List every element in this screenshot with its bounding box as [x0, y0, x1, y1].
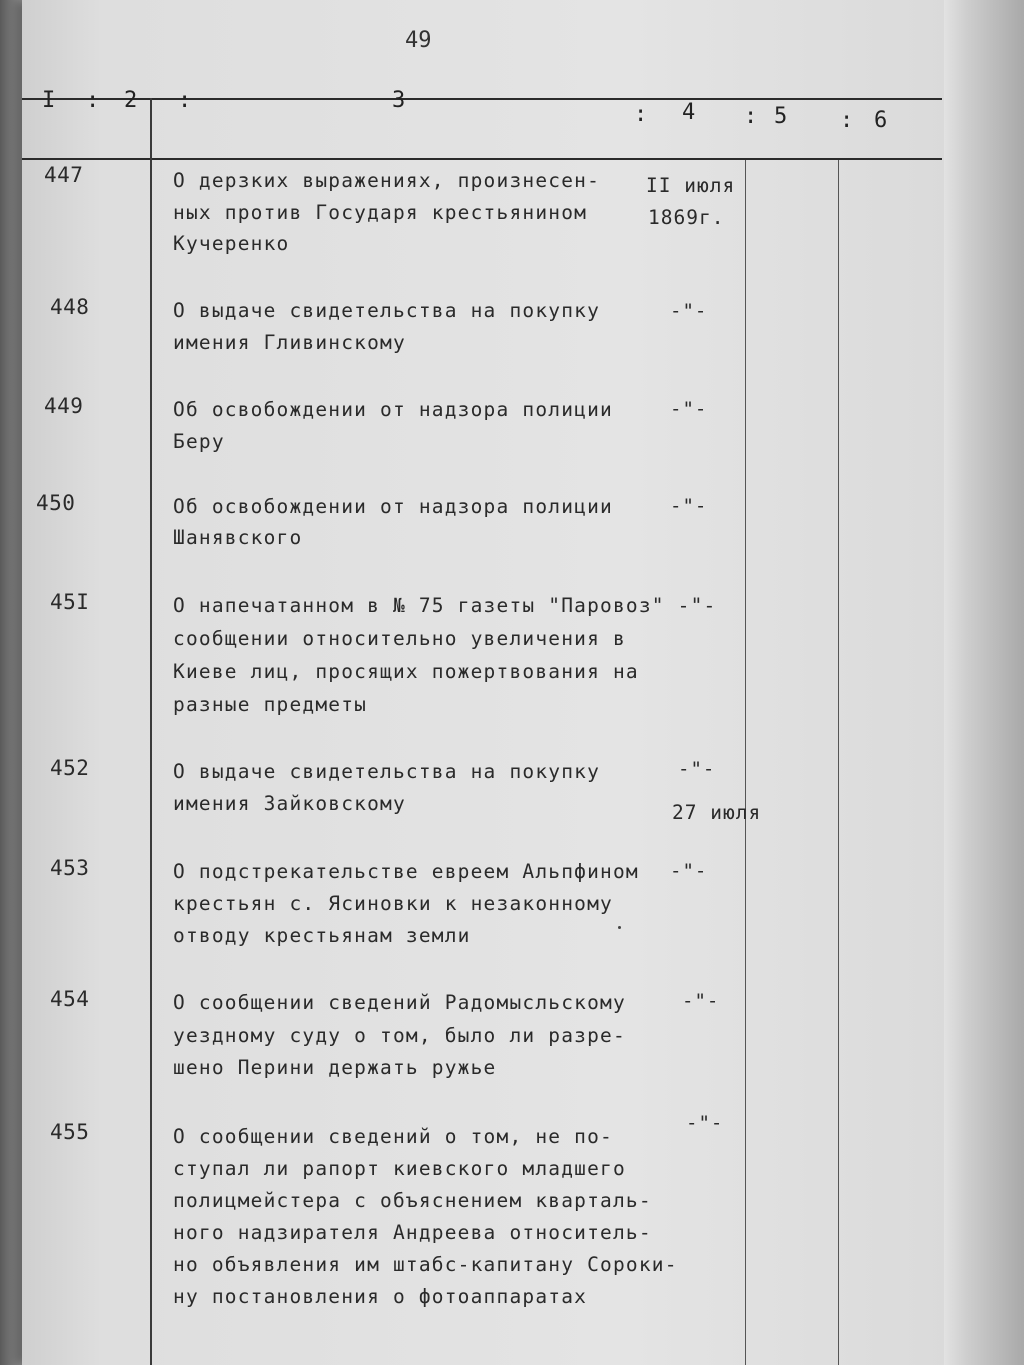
entry-number: 455 [50, 1120, 90, 1144]
entry-number: 450 [36, 491, 76, 515]
entry-number: 45I [50, 590, 90, 614]
column-divider-1 [150, 98, 152, 1365]
entry-text-line: О напечатанном в № 75 газеты "Паровоз" -"- [173, 594, 717, 617]
entry-date: 1869г. [648, 206, 725, 229]
entry-date: II июля [646, 174, 736, 197]
page-number: 49 [405, 28, 432, 53]
entry-text-line: разные предметы [173, 693, 368, 716]
entry-text-line: крестьян с. Ясиновки к незаконному [173, 892, 613, 915]
entry-text-line: ну постановления о фотоаппаратах [173, 1285, 588, 1308]
entry-date: 27 июля [672, 801, 762, 824]
entry-text-line: Беру [173, 430, 225, 453]
ditto-mark: -"- [670, 495, 708, 517]
entry-text-line: уездному суду о том, было ли разре- [173, 1024, 626, 1047]
entry-number: 449 [44, 394, 84, 418]
entry-number: 452 [50, 756, 90, 780]
ditto-mark: -"- [670, 398, 708, 420]
entry-text-line: имения Гливинскому [173, 331, 406, 354]
entry-text-line: Шанявского [173, 526, 303, 549]
entry-text-line: шено Перини держать ружье [173, 1056, 497, 1079]
entry-number: 454 [50, 987, 90, 1011]
entry-text-line: полицмейстера с объяснением кварталь- [173, 1189, 652, 1212]
header-sep: : [634, 102, 648, 127]
header-col2: 2 [124, 88, 138, 113]
column-divider-3 [838, 160, 839, 1365]
entry-text-line: сообщении относительно увеличения в [173, 627, 626, 650]
header-col5: 5 [774, 104, 788, 129]
entry-text-line: ных против Государя крестьянином [173, 201, 588, 224]
header-col3: 3 [392, 88, 406, 113]
header-sep: : [178, 88, 192, 113]
entry-text-line: ступал ли рапорт киевского младшего [173, 1157, 626, 1180]
header-sep: : [840, 108, 854, 133]
header-sep: : [744, 104, 758, 129]
header-col4: 4 [682, 100, 696, 125]
ditto-mark: -"- [678, 758, 716, 780]
entry-text-line: Кучеренко [173, 232, 290, 255]
header-sep: : [86, 88, 100, 113]
entry-text-line: отводу крестьянам земли [173, 924, 471, 947]
entry-text-line: О сообщении сведений о том, не по- [173, 1125, 613, 1148]
paper-speck [618, 926, 621, 929]
column-divider-2 [745, 160, 746, 1365]
entry-text-line: О подстрекательстве евреем Альпфином [173, 860, 639, 883]
header-top-rule [22, 98, 942, 100]
ditto-mark: -"- [686, 1112, 724, 1134]
entry-text-line: Киеве лиц, просящих пожертвования на [173, 660, 639, 683]
entry-number: 448 [50, 295, 90, 319]
header-col1: I [42, 88, 56, 113]
entry-text-line: О выдаче свидетельства на покупку [173, 760, 601, 783]
entry-number: 447 [44, 163, 84, 187]
header-bottom-rule [22, 158, 942, 160]
entry-text-line: имения Зайковскому [173, 792, 406, 815]
ditto-mark: -"- [670, 300, 708, 322]
entry-number: 453 [50, 856, 90, 880]
entry-text-line: ного надзирателя Андреева относитель- [173, 1221, 652, 1244]
entry-text-line: О дерзких выражениях, произнесен- [173, 169, 601, 192]
right-page-shadow [944, 0, 1024, 1365]
ditto-mark: -"- [682, 990, 720, 1012]
entry-text-line: О выдаче свидетельства на покупку [173, 299, 601, 322]
ditto-mark: -"- [670, 860, 708, 882]
entry-text-line: но объявления им штабс-капитану Сороки- [173, 1253, 678, 1276]
header-col6: 6 [874, 108, 888, 133]
entry-text-line: Об освобождении от надзора полиции [173, 495, 613, 518]
entry-text-line: Об освобождении от надзора полиции [173, 398, 613, 421]
entry-text-line: О сообщении сведений Радомысльскому [173, 991, 626, 1014]
